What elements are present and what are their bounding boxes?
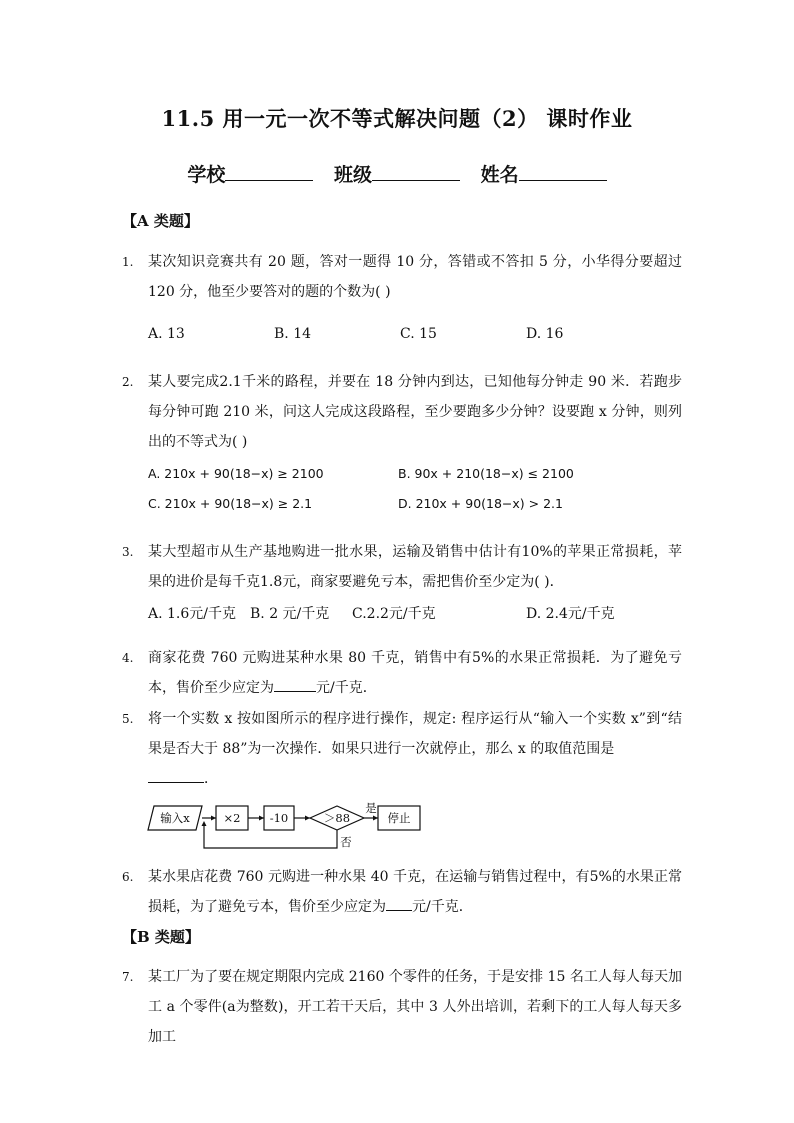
flow-input-label: 输入x bbox=[160, 811, 190, 825]
question-text-after: 元/千克． bbox=[316, 680, 377, 696]
question-text: 某工厂为了要在规定期限内完成 2160 个零件的任务，于是安排 15 名工人每人每天加工 a 个零件(a为整数)，开工若干天后，其中 3 人外出培训，若剩下的工人每人每天多加工 bbox=[148, 969, 682, 1045]
student-info-line bbox=[0, 160, 794, 187]
question-text: 某大型超市从生产基地购进一批水果，运输及销售中估计有10%的苹果正常损耗，苹果的进价是每千克1.8元，商家要避免亏本，需把售价至少定为( )． bbox=[148, 544, 682, 590]
arrowhead-icon bbox=[211, 816, 216, 821]
answer-blank[interactable] bbox=[148, 768, 204, 783]
school-label: 学校 bbox=[187, 164, 226, 186]
section-a-heading: 【A 类题】 bbox=[122, 212, 199, 230]
class-label: 班级 bbox=[333, 164, 372, 186]
question-2 bbox=[122, 367, 682, 457]
option-d[interactable]: D. 16 bbox=[526, 326, 564, 342]
question-text bbox=[148, 704, 682, 794]
question-number: 6. bbox=[122, 870, 134, 884]
section-b-heading: 【B 类题】 bbox=[122, 928, 200, 946]
question-5 bbox=[122, 704, 682, 794]
flow-no-label: 否 bbox=[340, 835, 352, 849]
question-text bbox=[148, 643, 682, 703]
option-b[interactable]: B. 90x + 210(18−x) ≤ 2100 bbox=[398, 466, 574, 481]
arrowhead-icon bbox=[373, 816, 378, 821]
flow-stop-label: 停止 bbox=[387, 811, 411, 825]
question-text-after: 元/千克． bbox=[412, 899, 473, 915]
arrowhead-icon bbox=[259, 816, 264, 821]
option-d[interactable]: D. 210x + 90(18−x) > 2.1 bbox=[398, 496, 563, 511]
question-number: 5. bbox=[122, 712, 134, 726]
question-3 bbox=[122, 537, 682, 597]
question-text: 某人要完成2.1千米的路程，并要在 18 分钟内到达，已知他每分钟走 90 米．若跑步每分钟可跑 210 米，问这人完成这段路程，至少要跑多少分钟？设要跑 x 分钟，则列出的不等式为( ) bbox=[148, 374, 682, 450]
flow-yes-label: 是 bbox=[365, 801, 377, 815]
option-b[interactable]: B. 14 bbox=[274, 326, 312, 342]
question-4 bbox=[122, 643, 682, 703]
flow-compare-label: ＞88 bbox=[323, 811, 351, 825]
school-blank[interactable] bbox=[225, 162, 313, 181]
question-number: 7. bbox=[122, 970, 134, 984]
question-6 bbox=[122, 862, 682, 922]
question-number: 3. bbox=[122, 545, 134, 559]
flow-minus-label: -10 bbox=[269, 811, 289, 825]
program-flowchart bbox=[146, 800, 436, 856]
answer-blank[interactable] bbox=[274, 677, 316, 692]
option-a[interactable]: A. 210x + 90(18−x) ≥ 2100 bbox=[148, 466, 324, 481]
page-title: 11.5 用一元一次不等式解决问题（2） 课时作业 bbox=[161, 106, 633, 131]
question-text-tail: ． bbox=[204, 771, 218, 787]
option-a[interactable]: A. 1.6元/千克 bbox=[148, 606, 236, 622]
question-text-main: 将一个实数 x 按如图所示的程序进行操作，规定: 程序运行从“输入一个实数 x”到“结果是否大于 88”为一次操作．如果只进行一次就停止，那么 x 的取值范围是 bbox=[148, 711, 682, 757]
arrowhead-icon bbox=[202, 821, 207, 826]
option-c[interactable]: C.2.2元/千克 bbox=[352, 606, 436, 622]
question-text-before: 商家花费 760 元购进某种水果 80 千克，销售中有5%的水果正常损耗．为了避免亏本，售价至少应定为 bbox=[148, 650, 682, 696]
question-7 bbox=[122, 962, 682, 1052]
option-c[interactable]: C. 210x + 90(18−x) ≥ 2.1 bbox=[148, 496, 313, 511]
option-a[interactable]: A. 13 bbox=[148, 326, 185, 342]
answer-blank[interactable] bbox=[386, 896, 412, 911]
question-text-before: 某水果店花费 760 元购进一种水果 40 千克，在运输与销售过程中，有5%的水果正常损耗，为了避免亏本，售价至少应定为 bbox=[148, 869, 682, 915]
name-label: 姓名 bbox=[480, 164, 519, 186]
question-number: 2. bbox=[122, 375, 134, 389]
loop-back-line bbox=[204, 826, 337, 848]
flow-times-label: ×2 bbox=[223, 811, 241, 825]
option-c[interactable]: C. 15 bbox=[400, 326, 437, 342]
arrowhead-icon bbox=[305, 816, 310, 821]
option-d[interactable]: D. 2.4元/千克 bbox=[526, 606, 615, 622]
option-b[interactable]: B. 2 元/千克 bbox=[250, 606, 330, 622]
question-text: 某次知识竞赛共有 20 题，答对一题得 10 分，答错或不答扣 5 分，小华得分要超过 120 分，他至少要答对的题的个数为( ) bbox=[148, 254, 682, 300]
question-number: 1. bbox=[122, 255, 134, 269]
question-text bbox=[148, 862, 682, 922]
name-blank[interactable] bbox=[519, 162, 607, 181]
class-blank[interactable] bbox=[372, 162, 460, 181]
question-1 bbox=[122, 247, 682, 307]
question-number: 4. bbox=[122, 651, 134, 665]
